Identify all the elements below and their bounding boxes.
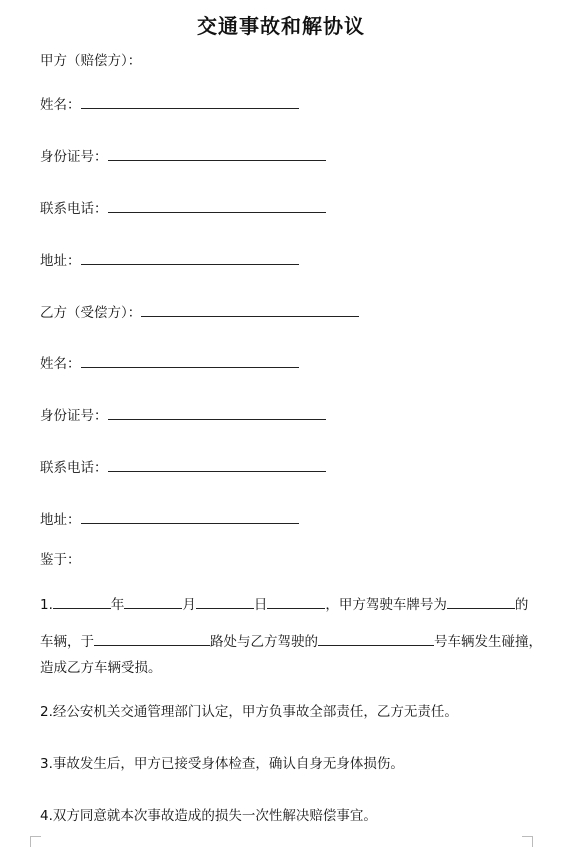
clause-4: 4.双方同意就本次事故造成的损失一次性解决赔偿事宜。 <box>40 808 377 824</box>
clause-1-text-e: 号车辆发生碰撞， <box>434 634 542 650</box>
clause-1-text-d: 路处与乙方驾驶的 <box>210 634 318 650</box>
party-b-address-label: 地址： <box>40 512 81 528</box>
document-title: 交通事故和解协议 <box>197 14 365 38</box>
party-a-address-label: 地址： <box>40 253 81 269</box>
party-b-id-row <box>40 405 326 425</box>
page-corner-mark-left <box>30 836 41 847</box>
party-b-header-blank[interactable] <box>141 302 359 317</box>
year-label: 年 <box>110 597 125 613</box>
plate-b-blank[interactable] <box>318 631 434 646</box>
plate-a-blank[interactable] <box>447 594 515 609</box>
party-a-name-row <box>40 94 299 114</box>
month-blank[interactable] <box>124 594 182 609</box>
party-b-id-blank[interactable] <box>108 405 326 420</box>
party-a-phone-label: 联系电话： <box>40 201 108 217</box>
clause-1-text-b: 的 <box>514 597 529 613</box>
party-a-header-label: 甲方（赔偿方）： <box>40 53 142 69</box>
year-blank[interactable] <box>53 594 111 609</box>
party-a-header <box>40 52 141 70</box>
clause-1-text-a: ，甲方驾驶车牌号为 <box>325 597 447 613</box>
party-b-address-row <box>40 509 299 529</box>
party-a-id-blank[interactable] <box>108 146 326 161</box>
party-b-header-label: 乙方（受偿方）： <box>40 305 142 321</box>
hour-blank[interactable] <box>267 594 325 609</box>
party-a-name-blank[interactable] <box>81 94 299 109</box>
clause-1-text-c: 车辆，于 <box>40 634 94 650</box>
party-a-address-row <box>40 250 299 270</box>
clause-3: 3.事故发生后，甲方已接受身体检查，确认自身无身体损伤。 <box>40 756 404 772</box>
party-b-phone-blank[interactable] <box>108 457 326 472</box>
party-a-phone-blank[interactable] <box>108 198 326 213</box>
road-blank[interactable] <box>94 631 210 646</box>
party-b-header <box>40 302 359 322</box>
clause-1-number: 1. <box>40 597 53 613</box>
party-b-address-blank[interactable] <box>81 509 299 524</box>
page-corner-mark-right <box>522 836 533 847</box>
party-b-name-blank[interactable] <box>81 353 299 368</box>
clause-1-line-1 <box>40 594 528 614</box>
party-b-id-label: 身份证号： <box>40 408 108 424</box>
clause-2: 2.经公安机关交通管理部门认定，甲方负事故全部责任，乙方无责任。 <box>40 704 458 720</box>
party-a-phone-row <box>40 198 326 218</box>
party-a-id-label: 身份证号： <box>40 149 108 165</box>
day-label: 日 <box>253 597 268 613</box>
day-blank[interactable] <box>196 594 254 609</box>
whereas-label: 鉴于： <box>40 552 81 568</box>
party-b-phone-row <box>40 457 326 477</box>
party-b-phone-label: 联系电话： <box>40 460 108 476</box>
clause-1-line-3: 造成乙方车辆受损。 <box>40 660 162 676</box>
party-b-name-label: 姓名： <box>40 356 81 372</box>
party-a-address-blank[interactable] <box>81 250 299 265</box>
party-a-id-row <box>40 146 326 166</box>
party-b-name-row <box>40 353 299 373</box>
clause-1-line-2 <box>40 631 542 651</box>
party-a-name-label: 姓名： <box>40 97 81 113</box>
month-label: 月 <box>182 597 196 613</box>
